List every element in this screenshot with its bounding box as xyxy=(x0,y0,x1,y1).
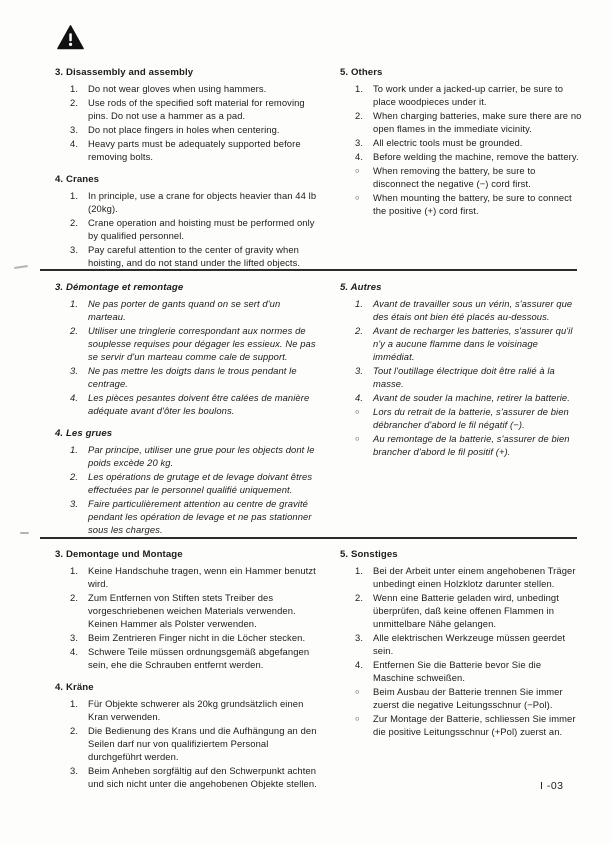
item-number: 3. xyxy=(70,365,79,376)
item-number: 1. xyxy=(70,444,79,455)
list-item xyxy=(340,391,582,404)
circle-bullet: ○ xyxy=(355,193,360,202)
list-item xyxy=(340,658,582,684)
list-item xyxy=(55,631,320,644)
list-item xyxy=(55,564,320,590)
list-item xyxy=(340,432,582,458)
item-number: 2. xyxy=(70,217,79,228)
section-german xyxy=(55,548,582,791)
item-text: When mounting the battery, be sure to connect the positive (+) cord first. xyxy=(373,192,572,216)
list-item xyxy=(55,137,320,163)
item-text: Avant de recharger les batteries, s'assurer qu'il n'y a aucune flamme dans le voisinage immédiat. xyxy=(373,325,573,362)
item-number: 2. xyxy=(355,592,364,603)
list-item xyxy=(55,697,320,723)
item-number: 2. xyxy=(70,725,79,736)
list-item xyxy=(340,82,582,108)
right-column xyxy=(340,281,582,537)
list-item xyxy=(340,564,582,590)
warning-triangle-icon xyxy=(57,25,84,50)
item-number: 4. xyxy=(355,151,364,162)
item-text: Les pièces pesantes doivent être calées de manière adéquate avant d'ôter les boulons. xyxy=(88,392,310,416)
scan-artifact xyxy=(20,532,29,534)
list-item xyxy=(340,150,582,163)
section-divider xyxy=(40,269,577,271)
item-text: Au remontage de la batterie, s'assurer de bien brancher d'abord le fil positif (+). xyxy=(373,433,570,457)
item-text: Die Bedienung des Krans und die Aufhängung an den Seilen darf nur von qualifiziertem Personal durchgeführt werden. xyxy=(88,725,317,762)
item-text: Heavy parts must be adequately supported before removing bolts. xyxy=(88,138,301,162)
block-heading: 4. Kräne xyxy=(55,682,94,693)
list-item xyxy=(55,724,320,763)
item-number: 4. xyxy=(70,392,79,403)
circle-bullet: ○ xyxy=(355,166,360,175)
item-number: 3. xyxy=(70,765,79,776)
item-number: 2. xyxy=(70,471,79,482)
item-number: 1. xyxy=(70,83,79,94)
item-number: 2. xyxy=(70,97,79,108)
item-number: 2. xyxy=(355,110,364,121)
item-text: Schwere Teile müssen ordnungsgemäß abgefangen sein, ehe die Schrauben entfernt werden. xyxy=(88,646,310,670)
block-heading: 3. Disassembly and assembly xyxy=(55,67,194,78)
item-text: Bei der Arbeit unter einem angehobenen Träger unbedingt einen Holzklotz darunter stellen. xyxy=(373,565,576,589)
item-text: When charging batteries, make sure there are no open flames in the immediate vicinity. xyxy=(373,110,582,134)
list-item xyxy=(340,712,582,738)
item-text: Lors du retrait de la batterie, s'assurer de bien débrancher d'abord le fil négatif (−). xyxy=(373,406,569,430)
list-item xyxy=(55,645,320,671)
left-column xyxy=(55,66,320,270)
block-heading: 3. Demontage und Montage xyxy=(55,549,183,560)
section-divider xyxy=(40,537,577,539)
item-text: Alle elektrischen Werkzeuge müssen geerdet sein. xyxy=(373,632,566,656)
list-item xyxy=(340,591,582,630)
item-text: Faire particulièrement attention au centre de gravité pendant les opération de levage et ne pas stationner sous les charges. xyxy=(88,498,312,535)
list-item xyxy=(340,191,582,217)
list-item xyxy=(55,364,320,390)
item-text: Avant de travailler sous un vérin, s'assurer que des étais ont bien été placés au-dessous. xyxy=(373,298,573,322)
block-heading: 5. Others xyxy=(340,67,383,78)
item-text: Für Objekte schwerer als 20kg grundsätzlich einen Kran verwenden. xyxy=(88,698,304,722)
circle-bullet: ○ xyxy=(355,687,360,696)
item-number: 3. xyxy=(355,137,364,148)
item-text: Avant de souder la machine, retirer la batterie. xyxy=(373,392,570,403)
list-item xyxy=(340,164,582,190)
item-number: 4. xyxy=(70,646,79,657)
item-text: Entfernen Sie die Batterie bevor Sie die Maschine schweißen. xyxy=(373,659,542,683)
item-text: Zur Montage der Batterie, schliessen Sie immer die positive Leitungsschnur (+Pol) zuerst an. xyxy=(373,713,576,737)
list-item xyxy=(340,136,582,149)
list-item xyxy=(55,497,320,536)
list-item xyxy=(340,297,582,323)
item-text: Les opérations de grutage et de levage doivant êtres effectuées par le personnel qualifié uniquement. xyxy=(88,471,313,495)
item-number: 4. xyxy=(355,659,364,670)
list-item xyxy=(55,243,320,269)
list-item xyxy=(55,82,320,95)
item-text: Keine Handschuhe tragen, wenn ein Hammer benutzt wird. xyxy=(88,565,316,589)
page-number: I -03 xyxy=(540,780,564,792)
list-item xyxy=(340,324,582,363)
list-item xyxy=(55,470,320,496)
item-text: When removing the battery, be sure to disconnect the negative (−) cord first. xyxy=(373,165,536,189)
item-number: 1. xyxy=(70,698,79,709)
item-text: Tout l'outillage électrique doit être ralié à la masse. xyxy=(373,365,555,389)
list-item xyxy=(55,123,320,136)
circle-bullet: ○ xyxy=(355,407,360,416)
item-text: Beim Ausbau der Batterie trennen Sie immer zuerst die negative Leitungsschnur (−Pol). xyxy=(373,686,563,710)
list-item xyxy=(55,324,320,363)
item-text: Do not wear gloves when using hammers. xyxy=(88,83,267,94)
list-item xyxy=(55,443,320,469)
item-text: Do not place fingers in holes when centering. xyxy=(88,124,280,135)
item-text: Ne pas mettre les doigts dans le trous pendant le centrage. xyxy=(88,365,297,389)
item-text: Par principe, utiliser une grue pour les objects dont le poids excède 20 kg. xyxy=(88,444,315,468)
section-english xyxy=(55,66,582,270)
item-number: 3. xyxy=(355,365,364,376)
list-item xyxy=(55,591,320,630)
list-item xyxy=(55,297,320,323)
right-column xyxy=(340,548,582,791)
item-text: Beim Zentrieren Finger nicht in die Löcher stecken. xyxy=(88,632,306,643)
scan-artifact xyxy=(14,265,28,269)
item-number: 2. xyxy=(70,325,79,336)
item-text: To work under a jacked-up carrier, be sure to place woodpieces under it. xyxy=(373,83,564,107)
list-item xyxy=(55,391,320,417)
circle-bullet: ○ xyxy=(355,434,360,443)
list-item xyxy=(55,216,320,242)
item-text: Before welding the machine, remove the battery. xyxy=(373,151,579,162)
left-column xyxy=(55,281,320,537)
list-item xyxy=(340,685,582,711)
list-item xyxy=(340,631,582,657)
item-text: Beim Anheben sorgfältig auf den Schwerpunkt achten und sich nicht unter die angehobenen Objekte stellen. xyxy=(88,765,317,789)
list-item xyxy=(55,764,320,790)
item-number: 3. xyxy=(70,632,79,643)
circle-bullet: ○ xyxy=(355,714,360,723)
item-text: Utiliser une tringlerie correspondant aux normes de souplesse requises pour dégager les essieux. Ne pas se servir d'un marteau comme cale de support. xyxy=(88,325,316,362)
list-item xyxy=(340,364,582,390)
left-column xyxy=(55,548,320,791)
item-number: 1. xyxy=(70,298,79,309)
block-heading: 4. Les grues xyxy=(55,428,113,439)
list-item xyxy=(55,96,320,122)
block-heading: 5. Sonstiges xyxy=(340,549,398,560)
item-number: 3. xyxy=(70,244,79,255)
item-text: Ne pas porter de gants quand on se sert d'un marteau. xyxy=(88,298,281,322)
item-number: 3. xyxy=(70,124,79,135)
item-number: 2. xyxy=(355,325,364,336)
block-heading: 5. Autres xyxy=(340,282,382,293)
item-number: 2. xyxy=(70,592,79,603)
item-text: Pay careful attention to the center of gravity when hoisting, and do not stand under the lifted objects. xyxy=(88,244,301,268)
list-item xyxy=(55,189,320,215)
item-number: 4. xyxy=(70,138,79,149)
item-text: Wenn eine Batterie geladen wird, unbedingt überprüfen, daß keine offenen Flammen in unmittelbare Nähe gelangen. xyxy=(373,592,559,629)
item-number: 3. xyxy=(355,632,364,643)
item-text: Crane operation and hoisting must be performed only by qualified personnel. xyxy=(88,217,315,241)
item-number: 1. xyxy=(70,190,79,201)
item-text: All electric tools must be grounded. xyxy=(373,137,523,148)
item-number: 1. xyxy=(355,565,364,576)
block-heading: 4. Cranes xyxy=(55,174,100,185)
right-column xyxy=(340,66,582,270)
section-french xyxy=(55,281,582,537)
item-number: 1. xyxy=(355,298,364,309)
list-item xyxy=(340,405,582,431)
item-text: Zum Entfernen von Stiften stets Treiber des vorgeschriebenen weichen Materials verwenden. Keinen Hammer als Polster verwenden. xyxy=(88,592,296,629)
item-number: 1. xyxy=(355,83,364,94)
item-text: In principle, use a crane for objects heavier than 44 lb (20kg). xyxy=(88,190,317,214)
item-text: Use rods of the specified soft material for removing pins. Do not use a hammer as a pad. xyxy=(88,97,305,121)
item-number: 1. xyxy=(70,565,79,576)
block-heading: 3. Démontage et remontage xyxy=(55,282,184,293)
item-number: 3. xyxy=(70,498,79,509)
item-number: 4. xyxy=(355,392,364,403)
list-item xyxy=(340,109,582,135)
